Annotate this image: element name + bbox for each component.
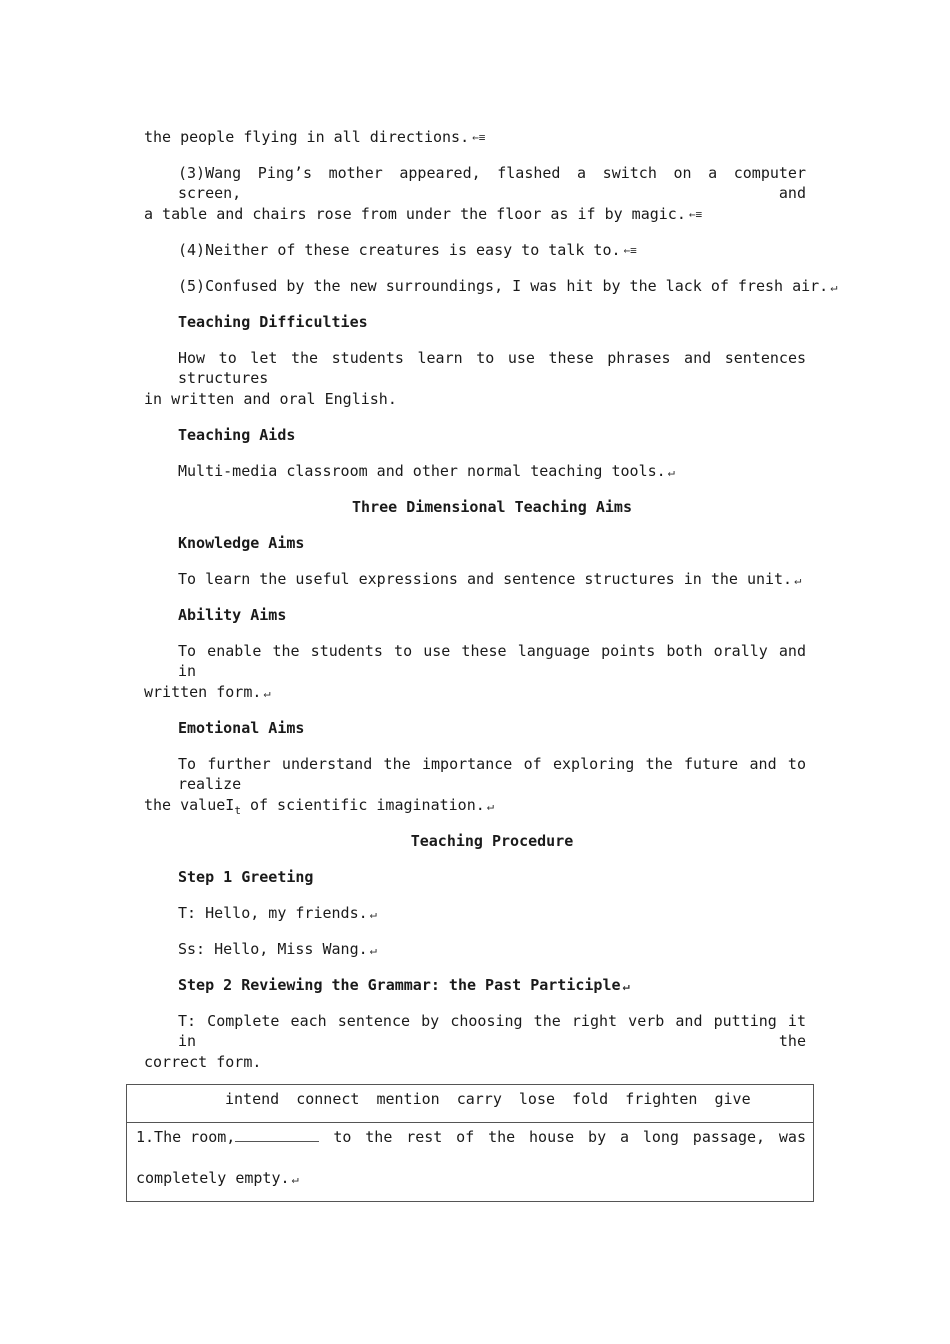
paragraph-mark: ↵ xyxy=(369,906,377,921)
paragraph-mark: ↵ xyxy=(794,572,802,587)
text-line: T: Complete each sentence by choosing the right verb and putting it in the xyxy=(178,1012,806,1050)
stray-subscript: t xyxy=(234,804,241,817)
section-heading: Step 2 Reviewing the Grammar: the Past Participle ↵ xyxy=(178,976,630,994)
text-line: (5)Confused by the new surroundings, I was hit by the lack of fresh air. ↵ xyxy=(178,277,838,295)
line-end-mark: ←≡ xyxy=(623,243,637,257)
section-heading: Knowledge Aims xyxy=(178,534,305,552)
question-1-cont: completely empty. ↵ xyxy=(136,1169,299,1187)
section-heading: Step 1 Greeting xyxy=(178,868,314,886)
text-line: Multi-media classroom and other normal teaching tools. ↵ xyxy=(178,462,675,480)
section-heading: Ability Aims xyxy=(178,606,287,624)
section-title: Teaching Procedure xyxy=(410,832,574,850)
stray-character: I xyxy=(225,796,235,814)
text-line: the people flying in all directions. ←≡ xyxy=(144,128,486,146)
section-heading: Teaching Aids xyxy=(178,426,296,444)
section-title: Three Dimensional Teaching Aims xyxy=(352,498,632,516)
text-line: correct form. xyxy=(144,1053,262,1071)
text-line: a table and chairs rose from under the floor as if by magic. ←≡ xyxy=(144,205,703,223)
text-line: To learn the useful expressions and sentence structures in the unit. ↵ xyxy=(178,570,802,588)
text-line: To enable the students to use these language points both orally and in xyxy=(178,642,806,680)
text-line: written form. ↵ xyxy=(144,683,271,701)
text-line: How to let the students learn to use these phrases and sentences structures xyxy=(178,349,806,387)
paragraph-mark: ↵ xyxy=(263,685,271,700)
paragraph-mark: ↵ xyxy=(830,279,838,294)
paragraph-mark: ↵ xyxy=(369,942,377,957)
dialogue-line: T: Hello, my friends. ↵ xyxy=(178,904,377,922)
question-1: 1.The room, to the rest of the house by a long passage, was xyxy=(136,1128,806,1146)
paragraph-mark: ↵ xyxy=(291,1171,299,1186)
word-bank: intend connect mention carry lose fold frighten give xyxy=(225,1090,751,1108)
paragraph-mark: ↵ xyxy=(622,978,630,993)
text-line: (3)Wang Ping’s mother appeared, flashed a switch on a computer screen, and xyxy=(178,164,806,202)
section-heading: Emotional Aims xyxy=(178,719,305,737)
line-end-mark: ←≡ xyxy=(472,130,486,144)
text-line: in written and oral English. xyxy=(144,390,397,408)
word-bank-row xyxy=(127,1085,813,1123)
word-box-table xyxy=(126,1084,814,1202)
answer-blank[interactable] xyxy=(235,1127,319,1142)
paragraph-mark: ↵ xyxy=(486,798,495,813)
paragraph-mark: ↵ xyxy=(667,464,675,479)
section-heading: Teaching Difficulties xyxy=(178,313,368,331)
dialogue-line: Ss: Hello, Miss Wang. ↵ xyxy=(178,940,377,958)
text-line: (4)Neither of these creatures is easy to talk to. ←≡ xyxy=(178,241,637,259)
line-end-mark: ←≡ xyxy=(688,207,703,221)
text-line: To further understand the importance of exploring the future and to realize xyxy=(178,755,806,793)
text-line: the valueI$_t$ of scientific imagination. ↵ xyxy=(144,796,495,817)
